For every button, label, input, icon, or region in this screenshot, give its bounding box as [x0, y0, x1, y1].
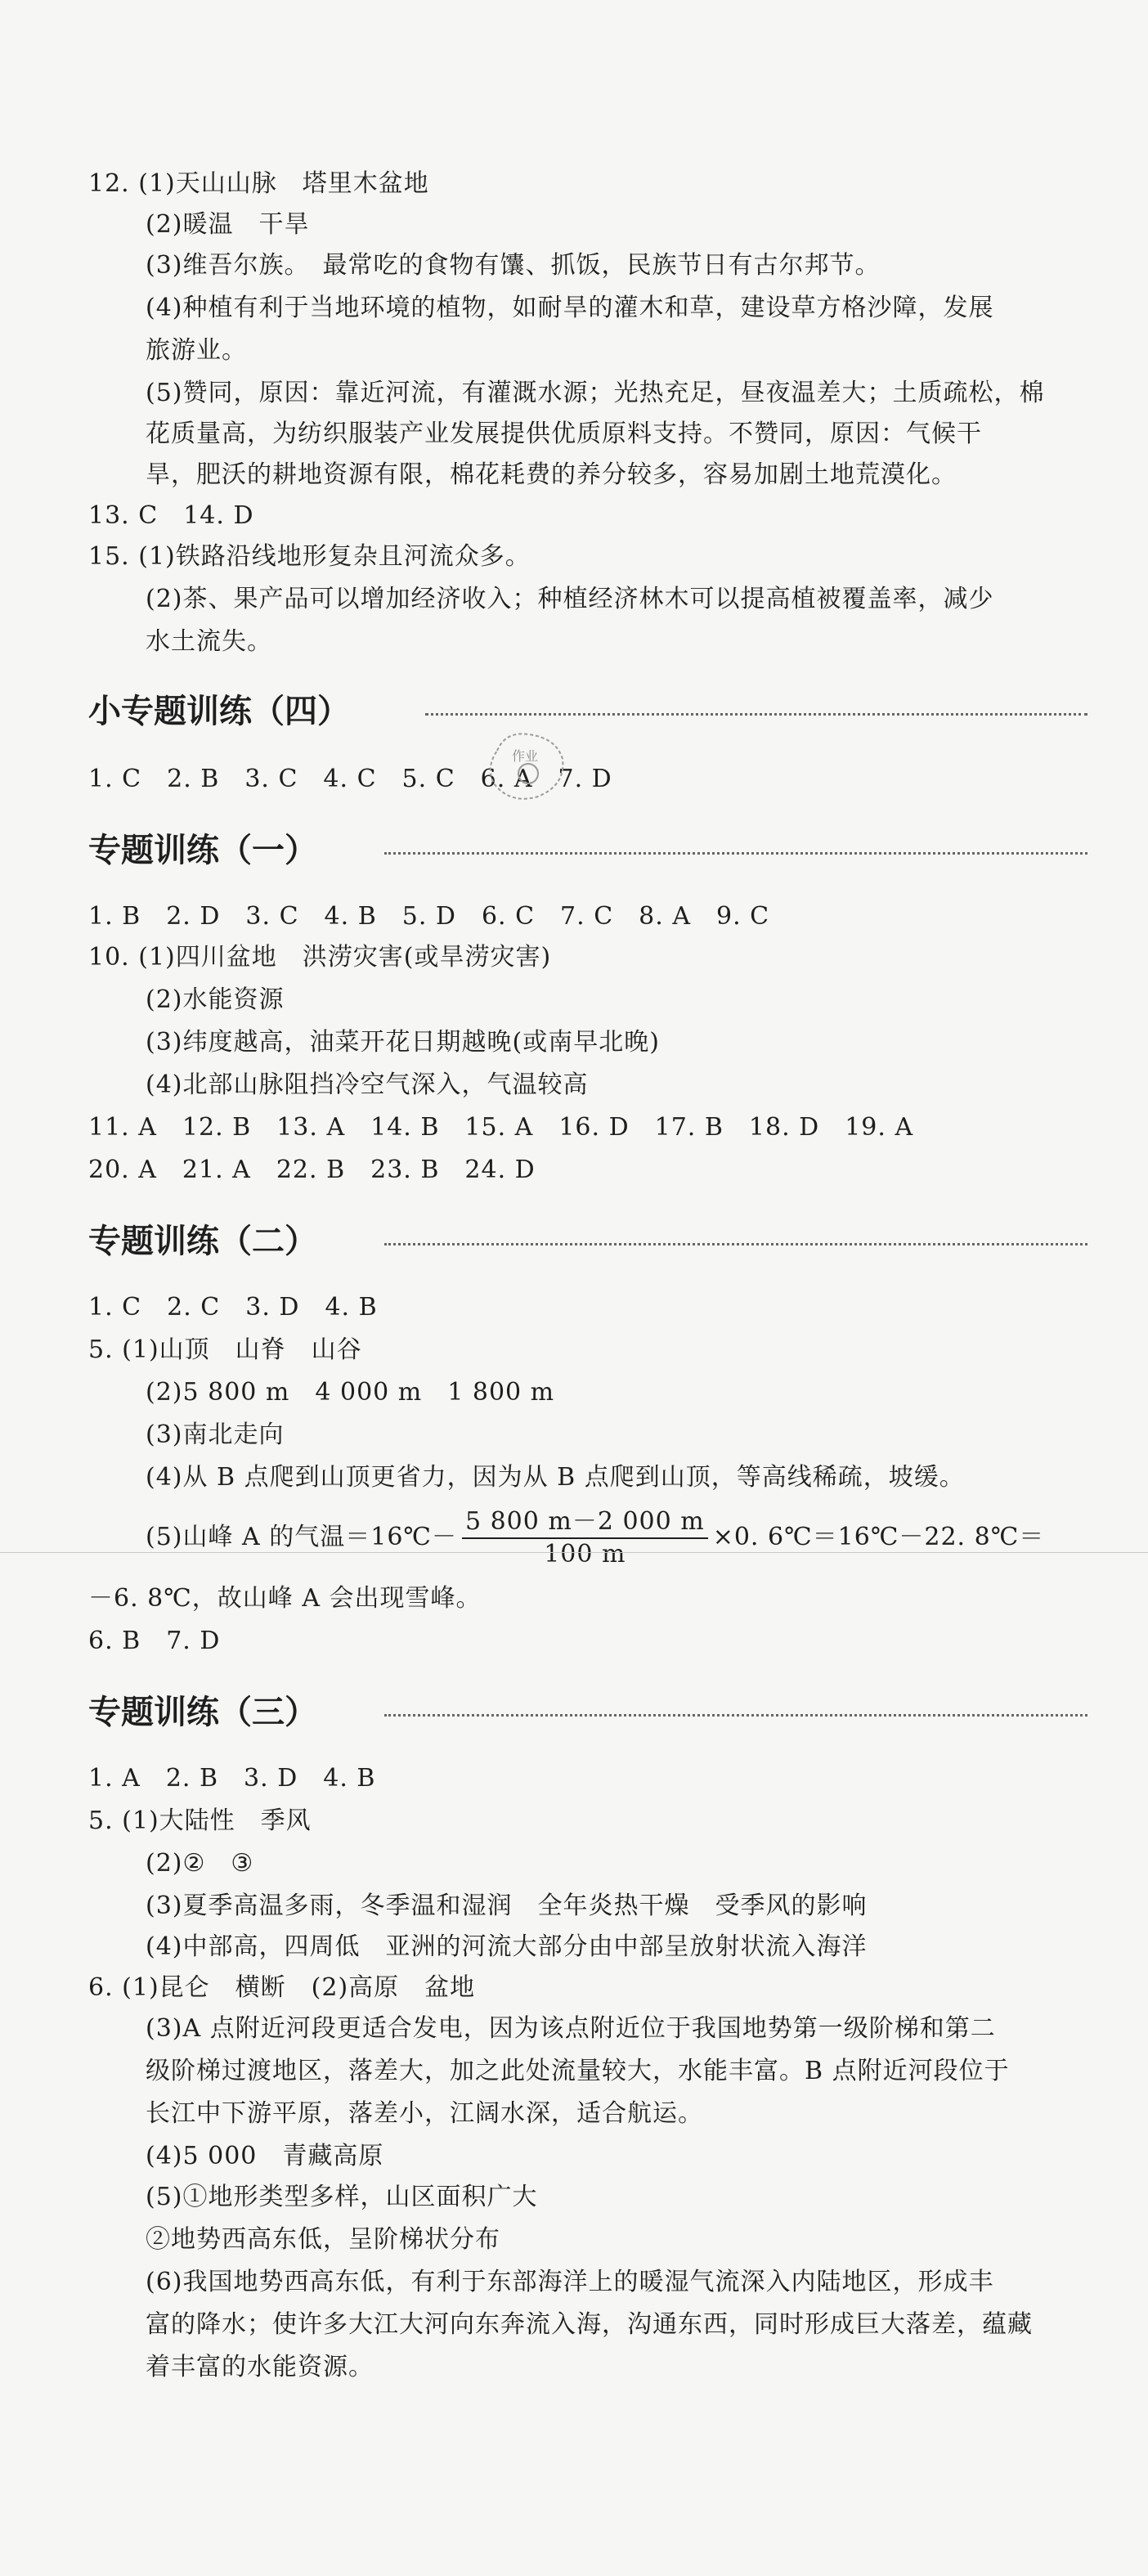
sec2-q5-line-5: [146, 1506, 1115, 1570]
q12-line-2: (2)暖温 干旱: [146, 210, 310, 239]
page-fold-line: [0, 1552, 1148, 1553]
q12-line-6: (5)赞同，原因：靠近河流，有灌溉水源；光热充足，昼夜温差大；土质疏松，棉: [146, 379, 1045, 407]
sec3-q5-line-3: (3)夏季高温多雨，冬季温和湿润 全年炎热干燥 受季风的影响: [146, 1892, 868, 1920]
q15-line-1: 15. (1)铁路沿线地形复杂且河流众多。: [88, 542, 531, 571]
q12-line-8: 旱，肥沃的耕地资源有限，棉花耗费的养分较多，容易加剧土地荒漠化。: [146, 460, 957, 489]
section-title-1: 专题训练（一）: [88, 832, 317, 869]
stamp-text: 作业: [512, 748, 539, 764]
section-dotted-rule: [384, 1714, 1087, 1717]
sec1-answers-3: 20. A 21. A 22. B 23. B 24. D: [88, 1156, 536, 1184]
section-title-3: 专题训练（三）: [88, 1694, 317, 1731]
q12-line-3: (3)维吾尔族。 最常吃的食物有馕、抓饭，民族节日有古尔邦节。: [146, 251, 881, 280]
fraction-numerator: 5 800 m－2 000 m: [462, 1506, 708, 1539]
section-dotted-rule: [384, 1243, 1087, 1245]
sec2-q5-line-3: (3)南北走向: [146, 1420, 285, 1449]
sec3-q5-line-2: (2)② ③: [146, 1849, 254, 1878]
sec2-q5-line-1: 5. (1)山顶 山脊 山谷: [88, 1335, 362, 1364]
q12-line-1: 12. (1)天山山脉 塔里木盆地: [88, 169, 429, 198]
sec1-answers-2: 11. A 12. B 13. A 14. B 15. A 16. D 17. B 18. D 19. A: [88, 1113, 914, 1142]
formula-suffix: ×0. 6℃＝16℃－22. 8℃＝: [712, 1523, 1045, 1551]
sec3-q5-line-1: 5. (1)大陆性 季风: [88, 1806, 312, 1835]
sec3-answers-1: 1. A 2. B 3. D 4. B: [88, 1764, 376, 1793]
sec3-q6-line-9: 富的降水；使许多大江大河向东奔流入海，沟通东西，同时形成巨大落差，蕴藏: [146, 2310, 1033, 2339]
formula-fraction: [462, 1506, 708, 1570]
sec1-q10-line-4: (4)北部山脉阻挡冷空气深入，气温较高: [146, 1070, 589, 1099]
q15-line-2: (2)茶、果产品可以增加经济收入；种植经济林木可以提高植被覆盖率，减少: [146, 585, 994, 613]
sec2-answers-2: 6. B 7. D: [88, 1627, 221, 1655]
sec1-q10-line-3: (3)纬度越高，油菜开花日期越晚(或南早北晚): [146, 1028, 660, 1057]
sec2-q5-line-4: (4)从 B 点爬到山顶更省力，因为从 B 点爬到山顶，等高线稀疏，坡缓。: [146, 1463, 965, 1492]
sec3-q6-line-6: (5)①地形类型多样，山区面积广大: [146, 2183, 538, 2211]
sec3-q6-line-5: (4)5 000 青藏高原: [146, 2142, 384, 2170]
small4-answers: 1. C 2. B 3. C 4. C 5. C 6. A 7. D: [88, 765, 612, 793]
sec2-answers-1: 1. C 2. C 3. D 4. B: [88, 1293, 378, 1322]
sec1-q10-line-1: 10. (1)四川盆地 洪涝灾害(或旱涝灾害): [88, 943, 552, 972]
q13-answer: 13. C 14. D: [88, 501, 254, 530]
sec2-q5-line-6: －6. 8℃，故山峰 A 会出现雪峰。: [88, 1584, 482, 1613]
sec2-q5-line-2: (2)5 800 m 4 000 m 1 800 m: [146, 1378, 555, 1407]
sec1-q10-line-2: (2)水能资源: [146, 985, 285, 1014]
sec3-q5-line-4: (4)中部高，四周低 亚洲的河流大部分由中部呈放射状流入海洋: [146, 1932, 868, 1961]
sec3-q6-line-2: (3)A 点附近河段更适合发电，因为该点附近位于我国地势第一级阶梯和第二: [146, 2014, 996, 2043]
q12-line-7: 花质量高，为纺织服装产业发展提供优质原料支持。不赞同，原因：气候干: [146, 420, 982, 448]
formula-prefix: (5)山峰 A 的气温＝16℃－: [146, 1523, 457, 1551]
section-title-small-4: 小专题训练（四）: [88, 693, 350, 730]
q12-line-4: (4)种植有利于当地环境的植物，如耐旱的灌木和草，建设草方格沙障，发展: [146, 294, 994, 322]
fraction-denominator: 100 m: [544, 1540, 626, 1568]
q12-line-5: 旅游业。: [146, 336, 247, 365]
section-title-2: 专题训练（二）: [88, 1223, 317, 1260]
q15-line-3: 水土流失。: [146, 627, 272, 656]
homework-stamp-icon: [481, 726, 572, 808]
sec3-q6-line-7: ②地势西高东低，呈阶梯状分布: [146, 2225, 500, 2254]
sec1-answers-1: 1. B 2. D 3. C 4. B 5. D 6. C 7. C 8. A 9. C: [88, 902, 770, 931]
sec3-q6-line-8: (6)我国地势西高东低，有利于东部海洋上的暖湿气流深入内陆地区，形成丰: [146, 2268, 994, 2296]
sec3-q6-line-10: 着丰富的水能资源。: [146, 2353, 374, 2381]
sec3-q6-line-1: 6. (1)昆仑 横断 (2)高原 盆地: [88, 1973, 476, 2002]
sec3-q6-line-4: 长江中下游平原，落差小，江阔水深，适合航运。: [146, 2099, 703, 2128]
section-dotted-rule: [384, 852, 1087, 855]
section-dotted-rule: [425, 713, 1087, 716]
sec3-q6-line-3: 级阶梯过渡地区，落差大，加之此处流量较大，水能丰富。B 点附近河段位于: [146, 2057, 1010, 2085]
